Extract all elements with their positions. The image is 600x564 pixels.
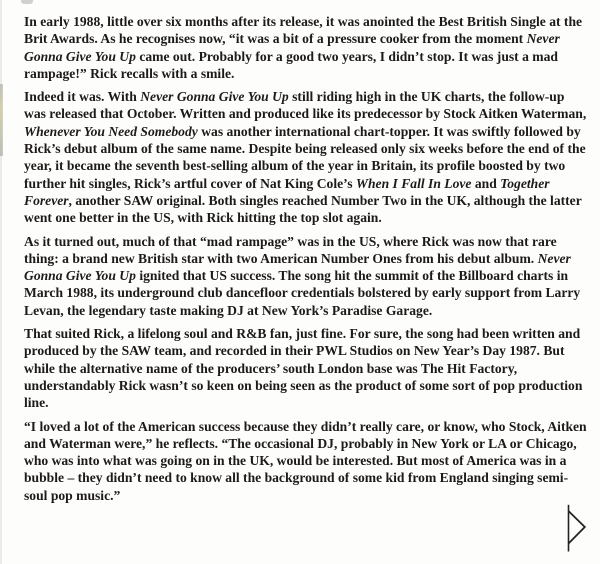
body-text: was another international chart-topper. It was swiftly followed by Rick’s debut album of the same name. Despite being released only six weeks before the end of the year, it became the seventh best-selling album of the year in Britain, its profile boosted by two further hit singles, Rick’s artful cover of Nat King Cole’s	[24, 123, 586, 191]
song-title-italic: Never Gonna Give You Up	[140, 89, 289, 105]
body-text: Indeed it was. With	[24, 89, 141, 105]
song-title-italic: Never Gonna Give You Up	[24, 31, 560, 64]
scan-smudge	[21, 0, 33, 4]
next-page-arrow-icon[interactable]	[565, 504, 587, 553]
paragraph	[24, 13, 587, 82]
paragraph	[24, 418, 587, 504]
body-text: and	[471, 175, 501, 191]
song-title-italic: Never Gonna Give You Up	[24, 250, 571, 284]
body-text: As it turned out, much of that “mad rampage” was in the US, where Rick was now that rare thing: a brand new British star with two American Number Ones from his debut album.	[24, 233, 557, 266]
body-text: still riding high in the UK charts, the follow-up was released that October. Written and produced like its predecessor by Stock Aitken Waterman,	[24, 89, 587, 122]
scan-edge-artifact	[0, 84, 3, 156]
paragraph	[24, 233, 587, 319]
song-title-italic: Whenever You Need Somebody	[24, 123, 198, 139]
body-text: , another SAW original. Both singles reached Number Two in the UK, although the latter went one better in the US, with Rick hitting the top slot again.	[24, 192, 582, 226]
body-text: In early 1988, little over six months after its release, it was anointed the Best British Single at the Brit Awards. As he recognises now, “it was a bit of a pressure cooker from the moment	[24, 14, 583, 47]
paragraph	[24, 325, 587, 411]
paragraph	[24, 88, 587, 226]
body-text: “I loved a lot of the American success because they didn’t really care, or know, who Stock, Aitken and Waterman were,” he reflects. “The occasional DJ, probably in New York or LA or Chicago, who was into what was going on in the UK, would be interested. But most of America was in a bubble – they didn’t need to know all the background of some kid from England singing semi-soul pop music.”	[24, 418, 587, 503]
song-title-italic: When I Fall In Love	[355, 175, 472, 191]
body-text: came out. Probably for a good two years, I didn’t stop. It was just a mad rampage!” Rick recalls with a smile.	[24, 48, 558, 81]
body-text: ignited that US success. The song hit the summit of the Billboard charts in March 1988, its underground club dancefloor credentials bolstered by early support from Larry Levan, the legendary taste making DJ at New York’s Paradise Garage.	[24, 268, 581, 318]
body-text: That suited Rick, a lifelong soul and R&B fan, just fine. For sure, the song had been written and produced by the SAW team, and recorded in their PWL Studios on New Year’s Day 1987. But while the alternative name of the producers’ south London base was The Hit Factory, understandably Rick wasn’t so keen on being seen as the product of some sort of pop production line.	[24, 326, 583, 411]
article	[24, 13, 587, 504]
song-title-italic: Together Forever	[24, 175, 550, 208]
